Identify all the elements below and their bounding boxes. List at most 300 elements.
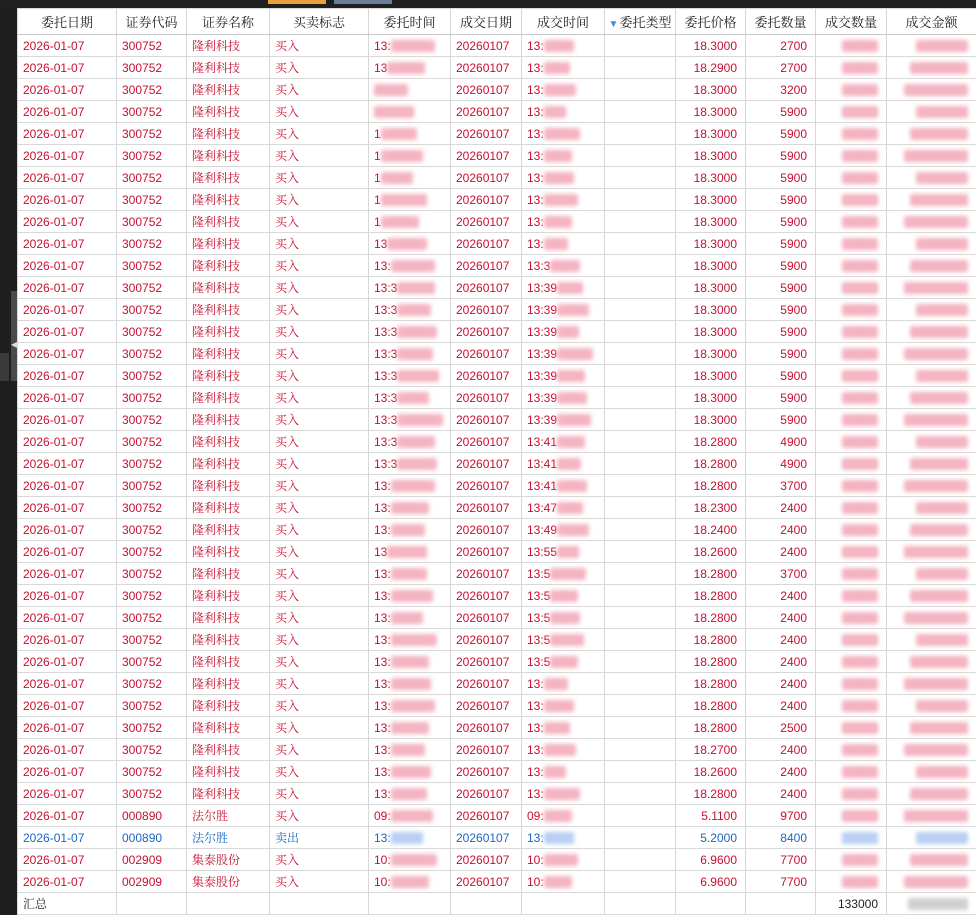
redacted-value: [916, 700, 968, 712]
deal-amount-cell: [887, 629, 976, 651]
order-price-cell: 18.3000: [676, 79, 746, 101]
security-name-cell: 隆利科技: [187, 79, 270, 101]
table-row[interactable]: [18, 343, 976, 365]
deal-qty-cell: [816, 387, 887, 409]
deal-qty-cell: [816, 35, 887, 57]
order-price-cell: 5.2000: [676, 827, 746, 849]
security-code-cell: 000890: [117, 827, 187, 849]
deal-time-text: 13:: [527, 830, 544, 845]
deal-time-cell: [522, 409, 605, 431]
deal-date-cell: 20260107: [451, 387, 522, 409]
redacted-value: [842, 128, 878, 140]
deal-qty-cell: [816, 233, 887, 255]
order-date-cell: 2026-01-07: [18, 211, 117, 233]
redacted-value: [550, 568, 586, 580]
table-row[interactable]: [18, 871, 976, 893]
security-code-cell: 300752: [117, 321, 187, 343]
deal-amount-cell: [887, 541, 976, 563]
redacted-value: [904, 348, 968, 360]
order-time-text: 10:: [374, 874, 391, 889]
deal-date-cell: 20260107: [451, 827, 522, 849]
deal-qty-cell: [816, 629, 887, 651]
security-code-cell: 300752: [117, 695, 187, 717]
deal-amount-cell: [887, 805, 976, 827]
redacted-value: [381, 194, 427, 206]
redacted-value: [544, 62, 570, 74]
deal-time-text: 10:: [527, 874, 544, 889]
deal-qty-cell: [816, 409, 887, 431]
redacted-value: [916, 238, 968, 250]
order-price-cell: 18.3000: [676, 365, 746, 387]
redacted-value: [842, 326, 878, 338]
deal-date-cell: 20260107: [451, 805, 522, 827]
security-name-cell: 法尔胜: [187, 827, 270, 849]
summary-label: 汇总: [18, 893, 117, 915]
order-time-cell: [369, 211, 451, 233]
security-code-cell: 300752: [117, 607, 187, 629]
table-row[interactable]: [18, 167, 976, 189]
table-row[interactable]: [18, 541, 976, 563]
order-date-cell: 2026-01-07: [18, 563, 117, 585]
table-row[interactable]: [18, 123, 976, 145]
order-time-cell: [369, 409, 451, 431]
order-price-cell: 18.2800: [676, 431, 746, 453]
order-time-text: 1: [374, 214, 381, 229]
order-time-text: 13:: [374, 500, 391, 515]
table-row[interactable]: [18, 673, 976, 695]
table-row[interactable]: [18, 453, 976, 475]
trade-side-cell: 买入: [270, 475, 369, 497]
order-qty-cell: 7700: [746, 849, 816, 871]
deal-date-cell: 20260107: [451, 695, 522, 717]
trade-side-cell: 买入: [270, 145, 369, 167]
column-header[interactable]: [18, 9, 117, 35]
trade-side-cell: 买入: [270, 211, 369, 233]
trade-side-cell: 买入: [270, 783, 369, 805]
deal-date-cell: 20260107: [451, 35, 522, 57]
order-price-cell: 18.2800: [676, 695, 746, 717]
order-time-cell: [369, 651, 451, 673]
table-row[interactable]: [18, 629, 976, 651]
order-qty-cell: 9700: [746, 805, 816, 827]
trade-side-cell: 买入: [270, 871, 369, 893]
order-type-cell: [605, 541, 676, 563]
order-time-text: 1: [374, 192, 381, 207]
table-row[interactable]: [18, 365, 976, 387]
deal-time-text: 13:: [527, 786, 544, 801]
deal-time-cell: [522, 233, 605, 255]
table-row[interactable]: [18, 519, 976, 541]
deal-amount-cell: [887, 563, 976, 585]
redacted-value: [916, 436, 968, 448]
order-time-text: 13:: [374, 522, 391, 537]
redacted-value: [842, 832, 878, 844]
order-qty-cell: 3200: [746, 79, 816, 101]
deal-time-cell: [522, 805, 605, 827]
security-name-cell: 隆利科技: [187, 651, 270, 673]
summary-empty-cell: [270, 893, 369, 915]
order-date-cell: 2026-01-07: [18, 827, 117, 849]
redacted-value: [550, 260, 580, 272]
table-row[interactable]: [18, 233, 976, 255]
table-row[interactable]: [18, 761, 976, 783]
deal-date-cell: 20260107: [451, 607, 522, 629]
order-date-cell: 2026-01-07: [18, 519, 117, 541]
order-qty-cell: 4900: [746, 431, 816, 453]
order-time-text: 10:: [374, 852, 391, 867]
order-date-cell: 2026-01-07: [18, 717, 117, 739]
order-qty-cell: 5900: [746, 387, 816, 409]
redacted-value: [391, 832, 423, 844]
trade-side-cell: 买入: [270, 607, 369, 629]
redacted-value: [557, 414, 591, 426]
redacted-value: [904, 744, 968, 756]
redacted-value: [910, 788, 968, 800]
column-header[interactable]: [187, 9, 270, 35]
redacted-value: [544, 788, 580, 800]
deal-date-cell: 20260107: [451, 299, 522, 321]
deal-time-cell: [522, 167, 605, 189]
order-price-cell: 18.3000: [676, 101, 746, 123]
order-type-cell: [605, 585, 676, 607]
deal-time-text: 13:41: [527, 456, 558, 471]
redacted-value: [397, 370, 439, 382]
security-name-cell: 隆利科技: [187, 167, 270, 189]
trade-side-cell: 买入: [270, 849, 369, 871]
redacted-value: [842, 612, 878, 624]
trade-side-cell: 买入: [270, 365, 369, 387]
deal-date-cell: 20260107: [451, 123, 522, 145]
security-code-cell: 300752: [117, 717, 187, 739]
deal-date-cell: 20260107: [451, 365, 522, 387]
active-tab-indicator[interactable]: [268, 0, 326, 4]
redacted-value: [904, 546, 968, 558]
order-time-text: 13: [374, 544, 388, 559]
trade-side-cell: 买入: [270, 299, 369, 321]
redacted-value: [550, 634, 584, 646]
order-type-cell: [605, 563, 676, 585]
deal-amount-cell: [887, 871, 976, 893]
order-date-cell: 2026-01-07: [18, 321, 117, 343]
deal-qty-cell: [816, 541, 887, 563]
secondary-tab-indicator[interactable]: [334, 0, 392, 4]
redacted-value: [391, 524, 425, 536]
table-row[interactable]: [18, 805, 976, 827]
security-code-cell: 300752: [117, 189, 187, 211]
redacted-value: [391, 40, 435, 52]
column-header[interactable]: [887, 9, 976, 35]
redacted-value: [557, 370, 585, 382]
security-name-cell: 隆利科技: [187, 409, 270, 431]
deal-time-text: 13:55: [527, 544, 558, 559]
column-header-label: 成交数量: [824, 15, 877, 30]
deal-amount-cell: [887, 365, 976, 387]
table-row[interactable]: [18, 101, 976, 123]
deal-date-cell: 20260107: [451, 145, 522, 167]
redacted-value: [842, 40, 878, 52]
column-header[interactable]: [117, 9, 187, 35]
deal-time-cell: [522, 673, 605, 695]
order-type-cell: [605, 233, 676, 255]
redacted-value: [544, 172, 574, 184]
order-price-cell: 18.2600: [676, 541, 746, 563]
redacted-value: [910, 854, 968, 866]
deal-qty-cell: [816, 255, 887, 277]
column-header[interactable]: [369, 9, 451, 35]
deal-qty-cell: [816, 585, 887, 607]
order-time-cell: [369, 145, 451, 167]
trade-side-cell: 买入: [270, 123, 369, 145]
security-code-cell: 300752: [117, 79, 187, 101]
deal-amount-cell: [887, 35, 976, 57]
table-header-row: [18, 9, 976, 35]
deal-time-cell: [522, 123, 605, 145]
column-header[interactable]: [522, 9, 605, 35]
column-header[interactable]: [816, 9, 887, 35]
redacted-value: [842, 854, 878, 866]
column-header-label: 委托数量: [754, 15, 807, 30]
security-code-cell: 300752: [117, 277, 187, 299]
deal-time-text: 13:39: [527, 412, 558, 427]
column-header[interactable]: [270, 9, 369, 35]
order-time-cell: [369, 321, 451, 343]
order-type-cell: [605, 695, 676, 717]
security-name-cell: 隆利科技: [187, 277, 270, 299]
table-row[interactable]: [18, 35, 976, 57]
order-time-cell: [369, 255, 451, 277]
table-row[interactable]: [18, 79, 976, 101]
security-name-cell: 隆利科技: [187, 365, 270, 387]
order-qty-cell: 2400: [746, 761, 816, 783]
security-code-cell: 300752: [117, 541, 187, 563]
order-date-cell: 2026-01-07: [18, 299, 117, 321]
security-name-cell: 集泰股份: [187, 849, 270, 871]
deal-time-cell: [522, 629, 605, 651]
table-row[interactable]: [18, 255, 976, 277]
deal-amount-cell: [887, 343, 976, 365]
security-code-cell: 300752: [117, 673, 187, 695]
redacted-value: [557, 392, 587, 404]
deal-amount-cell: [887, 651, 976, 673]
order-date-cell: 2026-01-07: [18, 761, 117, 783]
redacted-value: [387, 62, 425, 74]
deal-time-text: 13:49: [527, 522, 558, 537]
deal-time-cell: [522, 695, 605, 717]
collapse-arrow-icon[interactable]: ◀: [11, 340, 18, 349]
redacted-value: [842, 62, 878, 74]
orders-table: [17, 8, 976, 915]
order-date-cell: 2026-01-07: [18, 189, 117, 211]
deal-time-cell: [522, 563, 605, 585]
redacted-value: [904, 150, 968, 162]
redacted-value: [391, 634, 437, 646]
trade-side-cell: 买入: [270, 431, 369, 453]
redacted-value: [910, 194, 968, 206]
order-qty-cell: 2400: [746, 607, 816, 629]
order-time-text: 13:3: [374, 434, 398, 449]
redacted-value: [904, 282, 968, 294]
order-qty-cell: 5900: [746, 321, 816, 343]
redacted-value: [391, 722, 429, 734]
order-date-cell: 2026-01-07: [18, 167, 117, 189]
deal-amount-cell: [887, 673, 976, 695]
column-header-label: 证券名称: [201, 15, 254, 30]
security-name-cell: 隆利科技: [187, 497, 270, 519]
redacted-value: [397, 348, 433, 360]
deal-time-cell: [522, 475, 605, 497]
table-row[interactable]: [18, 563, 976, 585]
table-row[interactable]: [18, 651, 976, 673]
redacted-value: [391, 788, 427, 800]
deal-qty-cell: [816, 475, 887, 497]
redacted-value: [916, 106, 968, 118]
order-price-cell: 18.2800: [676, 607, 746, 629]
deal-date-cell: 20260107: [451, 871, 522, 893]
order-type-cell: [605, 387, 676, 409]
table-row[interactable]: [18, 497, 976, 519]
redacted-value: [916, 40, 968, 52]
security-name-cell: 隆利科技: [187, 563, 270, 585]
redacted-value: [910, 590, 968, 602]
order-type-cell: [605, 475, 676, 497]
table-row[interactable]: [18, 145, 976, 167]
redacted-value: [391, 656, 429, 668]
order-time-cell: [369, 277, 451, 299]
redacted-value: [904, 216, 968, 228]
redacted-value: [842, 216, 878, 228]
redacted-value: [544, 128, 580, 140]
table-row[interactable]: [18, 607, 976, 629]
security-code-cell: 300752: [117, 497, 187, 519]
trade-side-cell: 买入: [270, 167, 369, 189]
redacted-value: [544, 106, 566, 118]
deal-amount-cell: [887, 123, 976, 145]
column-header[interactable]: [451, 9, 522, 35]
trade-side-cell: 买入: [270, 805, 369, 827]
order-date-cell: 2026-01-07: [18, 255, 117, 277]
security-name-cell: 隆利科技: [187, 607, 270, 629]
deal-time-text: 13:41: [527, 478, 558, 493]
left-side-rail: [0, 8, 17, 915]
table-row[interactable]: [18, 827, 976, 849]
order-time-text: 13:: [374, 38, 391, 53]
redacted-value: [842, 788, 878, 800]
order-qty-cell: 2400: [746, 739, 816, 761]
table-row[interactable]: [18, 189, 976, 211]
deal-date-cell: 20260107: [451, 277, 522, 299]
redacted-value: [387, 546, 427, 558]
order-type-cell: [605, 123, 676, 145]
redacted-value: [550, 656, 578, 668]
table-row[interactable]: [18, 585, 976, 607]
table-row[interactable]: [18, 387, 976, 409]
table-row[interactable]: [18, 409, 976, 431]
redacted-value: [391, 744, 425, 756]
deal-qty-cell: [816, 453, 887, 475]
column-header[interactable]: [676, 9, 746, 35]
deal-time-text: 09:: [527, 808, 544, 823]
table-row[interactable]: [18, 57, 976, 79]
deal-qty-cell: [816, 651, 887, 673]
order-qty-cell: 5900: [746, 299, 816, 321]
order-type-cell: [605, 739, 676, 761]
table-row[interactable]: [18, 849, 976, 871]
security-code-cell: 300752: [117, 475, 187, 497]
order-qty-cell: 5900: [746, 255, 816, 277]
redacted-value: [397, 282, 435, 294]
deal-qty-cell: [816, 827, 887, 849]
order-time-text: 13:: [374, 258, 391, 273]
order-type-cell: [605, 453, 676, 475]
rail-block: [0, 353, 9, 381]
deal-qty-cell: [816, 79, 887, 101]
order-price-cell: 18.3000: [676, 277, 746, 299]
table-row[interactable]: [18, 475, 976, 497]
deal-amount-cell: [887, 739, 976, 761]
summary-empty-cell: [605, 893, 676, 915]
order-type-cell: [605, 409, 676, 431]
deal-time-text: 13:5: [527, 654, 551, 669]
order-time-text: 13:: [374, 764, 391, 779]
deal-qty-cell: [816, 57, 887, 79]
table-row[interactable]: [18, 739, 976, 761]
order-qty-cell: 5900: [746, 101, 816, 123]
table-row[interactable]: [18, 431, 976, 453]
column-header[interactable]: [605, 9, 676, 35]
deal-time-text: 13:47: [527, 500, 558, 515]
column-header[interactable]: [746, 9, 816, 35]
deal-amount-cell: [887, 233, 976, 255]
column-header-label: 委托时间: [383, 15, 436, 30]
order-price-cell: 18.3000: [676, 343, 746, 365]
deal-time-cell: [522, 783, 605, 805]
order-time-cell: [369, 783, 451, 805]
order-date-cell: 2026-01-07: [18, 475, 117, 497]
deal-date-cell: 20260107: [451, 739, 522, 761]
order-type-cell: [605, 607, 676, 629]
redacted-value: [904, 414, 968, 426]
order-type-cell: [605, 321, 676, 343]
deal-date-cell: 20260107: [451, 321, 522, 343]
redacted-value: [842, 458, 878, 470]
order-type-cell: [605, 211, 676, 233]
table-row[interactable]: [18, 695, 976, 717]
security-code-cell: 000890: [117, 805, 187, 827]
security-code-cell: 300752: [117, 145, 187, 167]
redacted-value: [910, 392, 968, 404]
order-price-cell: 18.3000: [676, 211, 746, 233]
order-qty-cell: 5900: [746, 365, 816, 387]
table-row[interactable]: [18, 783, 976, 805]
deal-date-cell: 20260107: [451, 189, 522, 211]
security-code-cell: 300752: [117, 519, 187, 541]
order-date-cell: 2026-01-07: [18, 409, 117, 431]
redacted-value: [557, 480, 587, 492]
table-row[interactable]: [18, 211, 976, 233]
table-row[interactable]: [18, 321, 976, 343]
redacted-value: [904, 84, 968, 96]
order-time-cell: [369, 123, 451, 145]
deal-time-cell: [522, 211, 605, 233]
table-row[interactable]: [18, 717, 976, 739]
order-time-text: 13:: [374, 786, 391, 801]
table-row[interactable]: [18, 277, 976, 299]
redacted-value: [910, 524, 968, 536]
redacted-value: [397, 304, 431, 316]
security-name-cell: 隆利科技: [187, 387, 270, 409]
trade-side-cell: 买入: [270, 497, 369, 519]
table-row[interactable]: [18, 299, 976, 321]
